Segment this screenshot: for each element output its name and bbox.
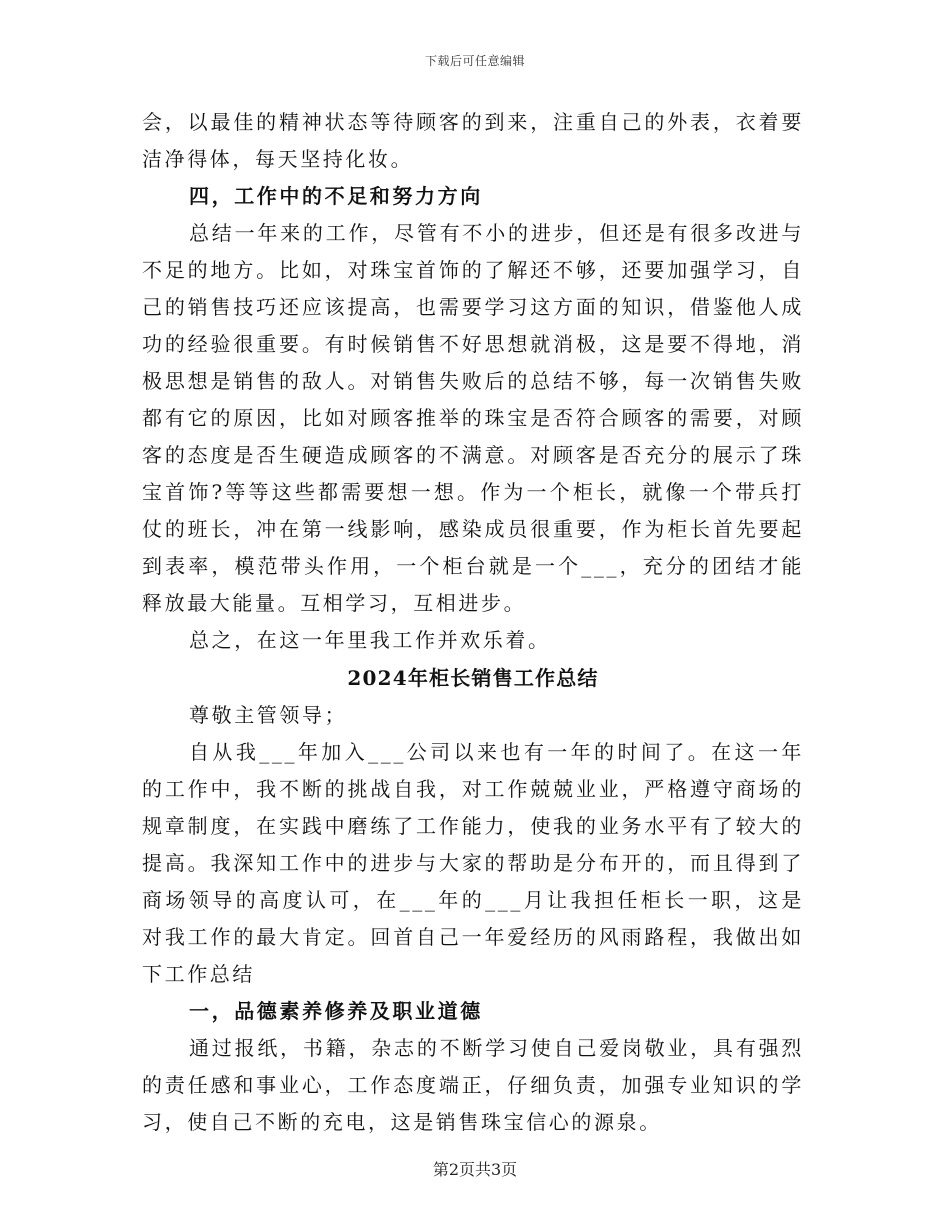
- paragraph-introduction: 自从我___年加入___公司以来也有一年的时间了。在这一年的工作中，我不断的挑战自我，对工作兢兢业业，严格遵守商场的规章制度，在实践中磨练了工作能力，使我的业务水平有了较大的提高。我深知工作中的进步与大家的帮助是分布开的，而且得到了商场领导的高度认可，在___年的___月让我担任柜长一职，这是对我工作的最大肯定。回首自己一年爱经历的风雨路程，我做出如下工作总结: [142, 740, 804, 986]
- paragraph-salutation: 尊敬主管领导；: [189, 703, 348, 727]
- paragraph-shortcomings: 总结一年来的工作，尽管有不小的进步，但还是有很多改进与不足的地方。比如，对珠宝首饰的了解还不够，还要加强学习，自己的销售技巧还应该提高，也需要学习这方面的知识，借鉴他人成功的经验很重要。有时候销售不好思想就消极，这是要不得地，消极思想是销售的敌人。对销售失败后的总结不够，每一次销售失败都有它的原因，比如对顾客推举的珠宝是否符合顾客的需要，对顾客的态度是否生硬造成顾客的不满意。对顾客是否充分的展示了珠宝首饰?等等这些都需要想一想。作为一个柜长，就像一个带兵打仗的班长，冲在第一线影响，感染成员很重要，作为柜长首先要起到表率，模范带头作用，一个柜台就是一个___，充分的团结才能释放最大能量。互相学习，互相进步。: [142, 221, 804, 615]
- page-number: 第2页共3页: [432, 1160, 518, 1179]
- paragraph-conclusion: 总之，在这一年里我工作并欢乐着。: [189, 628, 551, 652]
- document-body: [142, 104, 804, 1141]
- document-title: 2024年柜长销售工作总结: [347, 666, 599, 690]
- section-heading-shortcomings: 四，工作中的不足和努力方向: [189, 184, 483, 208]
- section-heading-ethics: 一，品德素养修养及职业道德: [189, 999, 483, 1023]
- page-header-note: 下载后可任意编辑: [424, 54, 525, 68]
- paragraph-ethics: 通过报纸，书籍，杂志的不断学习使自己爱岗敬业，具有强烈的责任感和事业心，工作态度端正，仔细负责，加强专业知识的学习，使自己不断的充电，这是销售珠宝信心的源泉。: [142, 1036, 804, 1134]
- paragraph-continuation: 会，以最佳的精神状态等待顾客的到来，注重自己的外表，衣着要洁净得体，每天坚持化妆。: [142, 110, 804, 171]
